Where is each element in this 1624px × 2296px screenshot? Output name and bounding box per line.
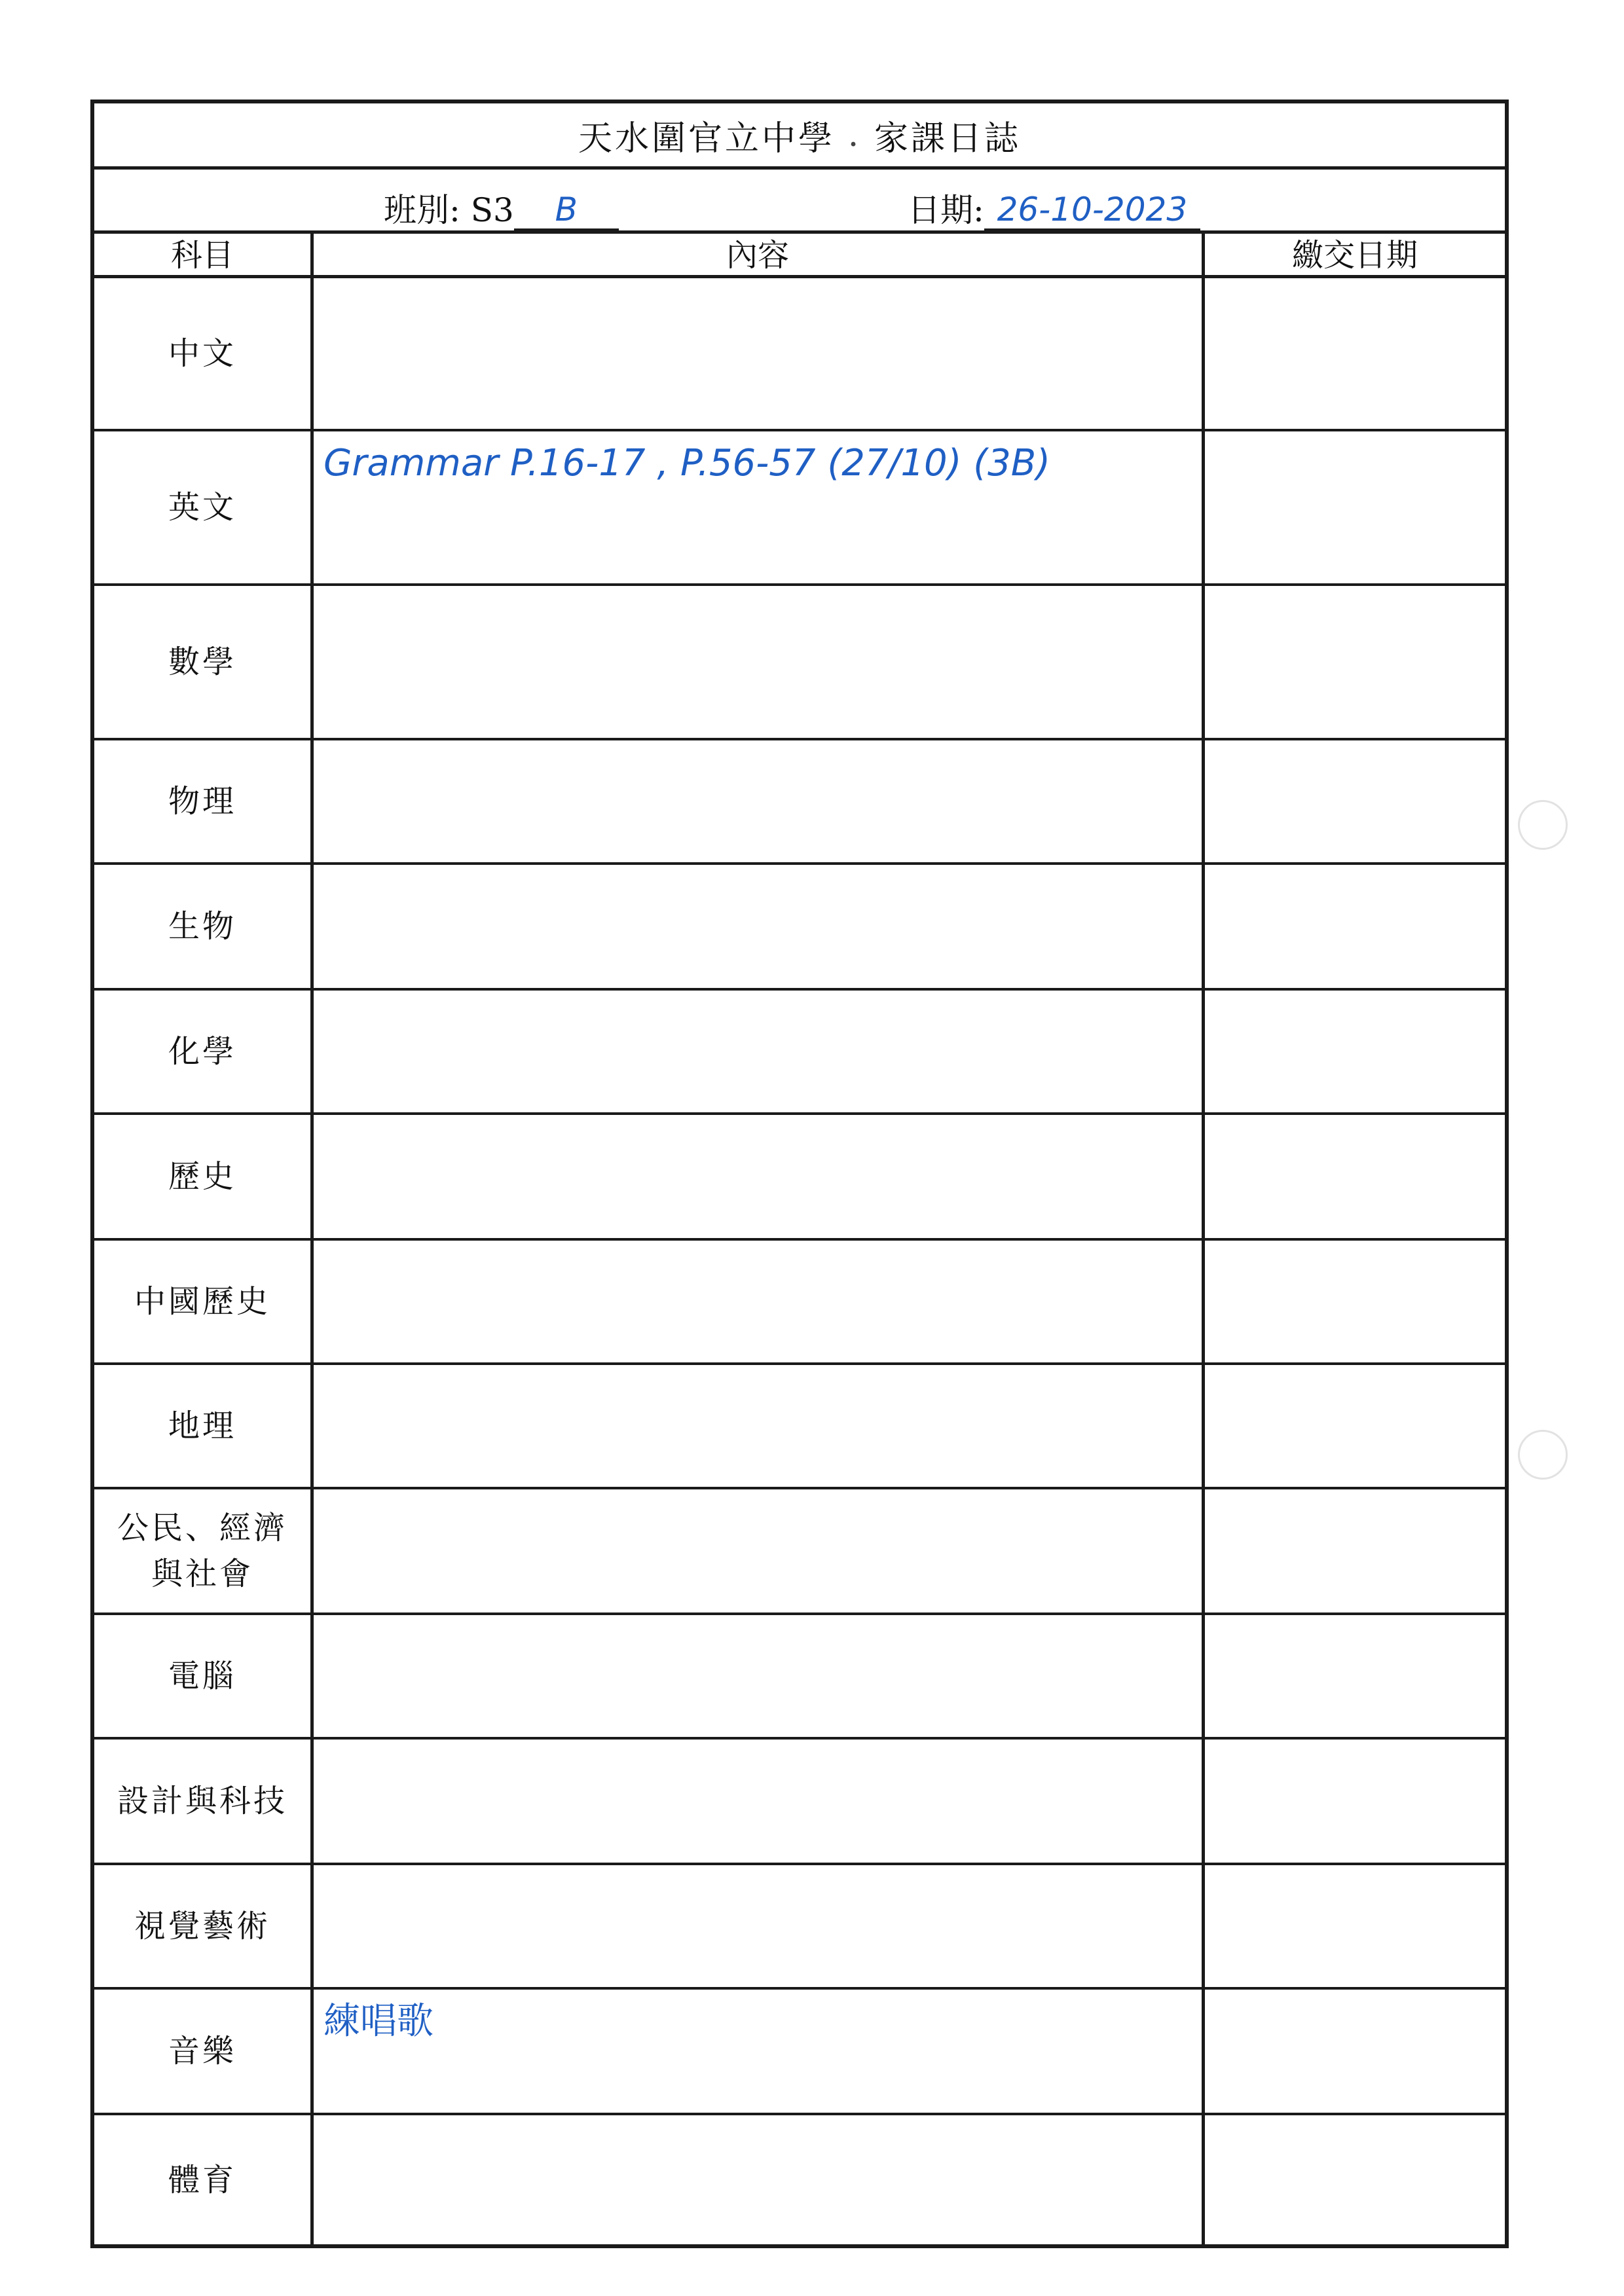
table-row [94,586,1505,740]
table-row [94,1865,1505,1990]
class-label: 班別: S3 [384,191,514,229]
subject-cell: 生物 [168,908,236,945]
table-row [94,1365,1505,1489]
page-title [94,103,1505,170]
content-column-header: 內容 [726,237,789,274]
subject-cell: 數學 [168,644,236,680]
homework-diary-sheet [90,100,1509,2248]
subject-cell: 音樂 [168,2033,236,2069]
class-field [384,184,619,231]
table-row [94,865,1505,991]
subject-column-header: 科目 [170,237,234,274]
table-row [94,991,1505,1115]
table-row [94,1115,1505,1241]
table-row [94,2115,1505,2244]
subject-cell: 體育 [168,2161,236,2198]
subject-cell: 物理 [168,783,236,820]
table-row [94,740,1505,865]
diary-title: 家課日誌 [874,118,1022,158]
subject-cell: 地理 [168,1408,236,1444]
subject-cell: 英文 [168,489,236,526]
table-row [94,1740,1505,1865]
column-header-row [94,234,1505,278]
subject-cell: 視覺藝術 [134,1908,270,1944]
table-row [94,1489,1505,1615]
subject-cell: 中文 [168,335,236,372]
subject-cell-line: 公民、經濟 [117,1510,287,1546]
table-row [94,1990,1505,2115]
subject-cell: 歷史 [168,1158,236,1195]
date-label: 日期: [908,191,984,229]
due-date-column-header: 繳交日期 [1291,237,1418,274]
subject-cell: 設計與科技 [117,1783,287,1819]
subject-cell [94,1489,310,1613]
table-row [94,1241,1505,1365]
binder-hole-ring [1518,1430,1568,1480]
school-name: 天水圍官立中學 [578,118,835,158]
subject-cell: 中國歷史 [134,1283,270,1320]
info-row [94,170,1505,234]
binder-hole-ring [1518,800,1568,850]
content-cell[interactable]: Grammar P.16-17 , P.56-57 (27/10) (3B) [323,442,1050,484]
table-row [94,431,1505,586]
subject-cell-line: 與社會 [151,1556,253,1592]
table-row [94,278,1505,431]
subject-cell: 電腦 [168,1658,236,1694]
content-cell[interactable]: 練唱歌 [323,2000,434,2043]
date-field [908,184,1200,231]
title-separator: . [847,115,862,155]
table-row [94,1615,1505,1740]
date-value[interactable]: 26-10-2023 [984,191,1200,231]
class-value[interactable]: B [514,191,619,231]
subject-cell: 化學 [168,1033,236,1070]
